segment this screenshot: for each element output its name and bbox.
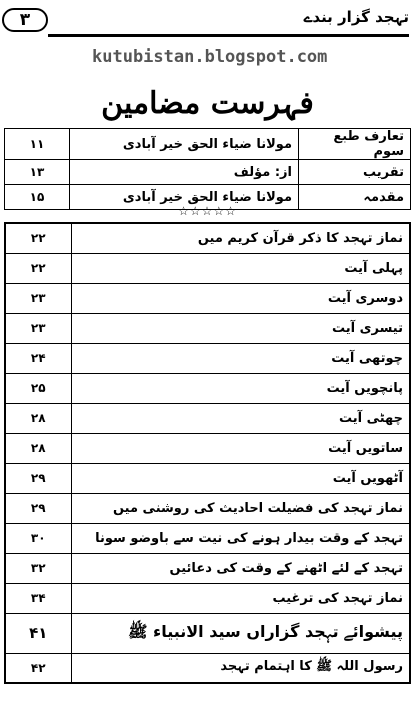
contents-item: آٹھویں آیت — [71, 463, 410, 493]
star-divider: ☆☆☆☆☆ — [178, 204, 237, 218]
intro-row — [5, 160, 411, 185]
contents-row — [5, 613, 410, 653]
contents-item: نماز تہجد کی ترغیب — [71, 583, 410, 613]
contents-item: چوتھی آیت — [71, 343, 410, 373]
contents-item: نماز تہجد کا ذکر قرآن کریم میں — [71, 223, 410, 253]
contents-page: ۲۹ — [5, 463, 71, 493]
contents-item: تیسری آیت — [71, 313, 410, 343]
contents-page: ۴۱ — [5, 613, 71, 653]
page-number-badge: ۳ — [2, 8, 48, 32]
intro-page: ۱۵ — [5, 185, 70, 210]
contents-row — [5, 653, 410, 683]
contents-row — [5, 343, 410, 373]
page-header — [0, 0, 415, 40]
intro-author: از: مؤلف — [70, 160, 299, 185]
intro-title: مقدمہ — [299, 185, 411, 210]
contents-row — [5, 553, 410, 583]
contents-row — [5, 493, 410, 523]
contents-page: ۳۰ — [5, 523, 71, 553]
contents-page: ۲۳ — [5, 283, 71, 313]
intro-title: تعارف طبع سوم — [299, 129, 411, 160]
intro-table — [4, 128, 411, 210]
contents-table — [4, 222, 411, 684]
contents-page: ۳۴ — [5, 583, 71, 613]
contents-page: ۲۴ — [5, 343, 71, 373]
contents-heading: فہرست مضامین — [101, 86, 314, 121]
contents-row — [5, 463, 410, 493]
intro-page: ۱۱ — [5, 129, 70, 160]
contents-page: ۲۵ — [5, 373, 71, 403]
contents-item: نماز تہجد کی فضیلت احادیث کی روشنی میں — [71, 493, 410, 523]
intro-author: مولانا ضیاء الحق خیر آبادی — [70, 129, 299, 160]
contents-row — [5, 313, 410, 343]
contents-row — [5, 253, 410, 283]
contents-item: تہجد کے لئے اٹھنے کے وقت کی دعائیں — [71, 553, 410, 583]
contents-item: ساتویں آیت — [71, 433, 410, 463]
contents-item: تہجد کے وقت بیدار ہونے کی نیت سے باوضو سونا — [71, 523, 410, 553]
contents-row — [5, 433, 410, 463]
contents-item: پانچویں آیت — [71, 373, 410, 403]
contents-item: چھٹی آیت — [71, 403, 410, 433]
contents-row — [5, 283, 410, 313]
contents-row — [5, 523, 410, 553]
contents-row — [5, 583, 410, 613]
contents-item: پیشوائے تہجد گزاراں سید الانبیاء ﷺ — [71, 613, 410, 653]
contents-page: ۳۲ — [5, 553, 71, 583]
running-book-title: تہجد گزار بندے — [303, 8, 409, 26]
contents-page: ۲۸ — [5, 403, 71, 433]
intro-page: ۱۳ — [5, 160, 70, 185]
contents-row — [5, 373, 410, 403]
contents-page: ۲۸ — [5, 433, 71, 463]
watermark-url: kutubistan.blogspot.com — [92, 47, 328, 67]
contents-item: رسول اللہ ﷺ کا اہتمام تہجد — [71, 653, 410, 683]
contents-row — [5, 403, 410, 433]
contents-page: ۴۲ — [5, 653, 71, 683]
contents-page: ۲۳ — [5, 313, 71, 343]
intro-author: مولانا ضیاء الحق خیر آبادی — [70, 185, 299, 210]
intro-row — [5, 129, 411, 160]
contents-page: ۲۲ — [5, 223, 71, 253]
contents-item: پہلی آیت — [71, 253, 410, 283]
intro-title: تقریب — [299, 160, 411, 185]
contents-page: ۲۹ — [5, 493, 71, 523]
header-rule — [48, 34, 409, 37]
contents-page: ۲۲ — [5, 253, 71, 283]
contents-row — [5, 223, 410, 253]
contents-item: دوسری آیت — [71, 283, 410, 313]
